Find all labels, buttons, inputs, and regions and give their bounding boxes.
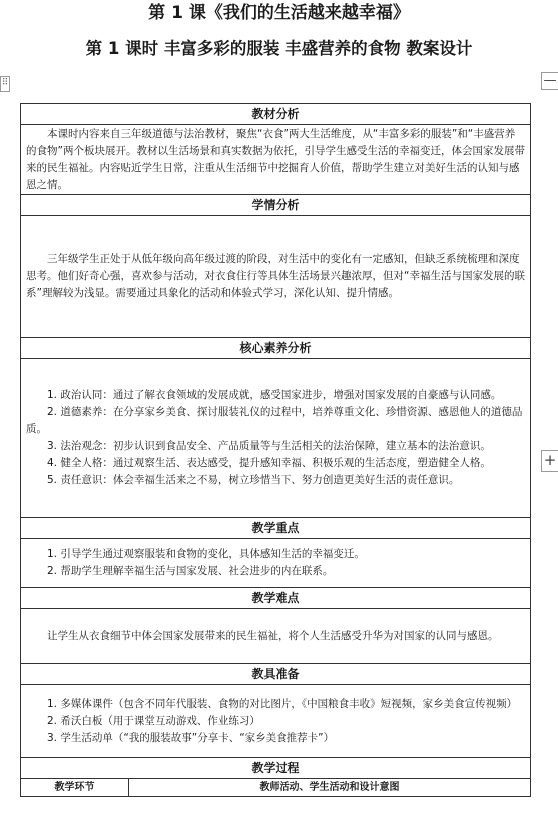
section-body-material	[21, 125, 531, 195]
literacy-item[interactable]: 2. 道德素养：在分享家乡美食、探讨服装礼仪的过程中，培养尊重文化、珍惜资源、感恩他人的道德品质。	[26, 406, 523, 435]
section-header-key-points	[21, 518, 531, 539]
lesson-plan-table	[20, 103, 531, 797]
section-title-literacy: 核心素养分析	[21, 338, 531, 359]
section-body-difficulties	[21, 609, 531, 664]
section-body-prep	[21, 685, 531, 758]
difficulties-text[interactable]: 让学生从衣食细节中体会国家发展带来的民生福祉，将个人生活感受升华为对国家的认同与感恩。	[47, 629, 499, 642]
literacy-item[interactable]: 4. 健全人格：通过观察生活、表达感受，提升感知幸福、积极乐观的生活态度，塑造健全人格。	[47, 457, 491, 469]
section-title-students: 学情分析	[21, 195, 531, 216]
students-text[interactable]: 三年级学生正处于从低年级向高年级过渡的阶段，对生活中的变化有一定感知，但缺乏系统梳理和深度思考。他们好奇心强，喜欢参与活动，对衣食住行等具体生活场景兴趣浓厚，但对“幸福生活与国家发展的联系”理解较为浅显。需要通过具象化的活动和体验式学习，深化认知、提升情感。	[26, 253, 525, 299]
section-body-key-points	[21, 539, 531, 588]
section-header-difficulties	[21, 588, 531, 609]
literacy-item[interactable]: 5. 责任意识：体会幸福生活来之不易，树立珍惜当下、努力创造更美好生活的责任意识。	[47, 474, 460, 486]
section-header-prep	[21, 664, 531, 685]
section-body-literacy	[21, 359, 531, 518]
add-column-button[interactable]: +	[541, 450, 558, 472]
process-column-header-row	[21, 779, 531, 797]
section-title-material: 教材分析	[21, 104, 531, 125]
key-point-item[interactable]: 2. 帮助学生理解幸福生活与国家发展、社会进步的内在联系。	[47, 565, 334, 577]
process-col-stage: 教学环节	[21, 779, 129, 797]
table-move-handle-icon[interactable]: ⠿	[0, 76, 10, 92]
key-point-item[interactable]: 1. 引导学生通过观察服装和食物的变化，具体感知生活的幸福变迁。	[47, 548, 365, 560]
section-header-literacy	[21, 338, 531, 359]
collapse-handle-icon[interactable]: —	[541, 72, 558, 90]
section-title-process: 教学过程	[21, 758, 531, 779]
section-title-key-points: 教学重点	[21, 518, 531, 539]
material-text[interactable]: 本课时内容来自三年级道德与法治教材，聚焦“衣食”两大生活维度，从“丰富多彩的服装”和“丰盛营养的食物”两个板块展开。教材以生活场景和真实数据为依托，引导学生感受生活的幸福变迁，体会国家发展带来的民生福祉。内容贴近学生日常，注重从生活细节中挖掘育人价值，帮助学生建立对美好生活的认知与感恩之情。	[26, 127, 525, 191]
process-col-activities: 教师活动、学生活动和设计意图	[129, 779, 531, 797]
section-title-difficulties: 教学难点	[21, 588, 531, 609]
section-header-students	[21, 195, 531, 216]
section-header-material	[21, 104, 531, 125]
section-title-prep: 教具准备	[21, 664, 531, 685]
section-header-process	[21, 758, 531, 779]
literacy-item[interactable]: 1. 政治认同：通过了解衣食领域的发展成就，感受国家进步，增强对国家发展的自豪感与认同感。	[47, 389, 502, 401]
prep-item[interactable]: 1. 多媒体课件（包含不同年代服装、食物的对比图片，《中国粮食丰收》短视频，家乡美食宣传视频）	[47, 697, 518, 710]
section-body-students	[21, 216, 531, 338]
lesson-title: 第 1 课《我们的生活越来越幸福》	[148, 3, 410, 23]
prep-item[interactable]: 3. 学生活动单（“我的服装故事”分享卡、“家乡美食推荐卡”）	[47, 731, 335, 744]
prep-item[interactable]: 2. 希沃白板（用于课堂互动游戏、作业练习）	[47, 714, 260, 727]
lesson-subtitle: 第 1 课时 丰富多彩的服装 丰盛营养的食物 教案设计	[85, 39, 473, 58]
literacy-item[interactable]: 3. 法治观念：初步认识到食品安全、产品质量等与生活相关的法治保障，建立基本的法治意识。	[47, 440, 491, 452]
